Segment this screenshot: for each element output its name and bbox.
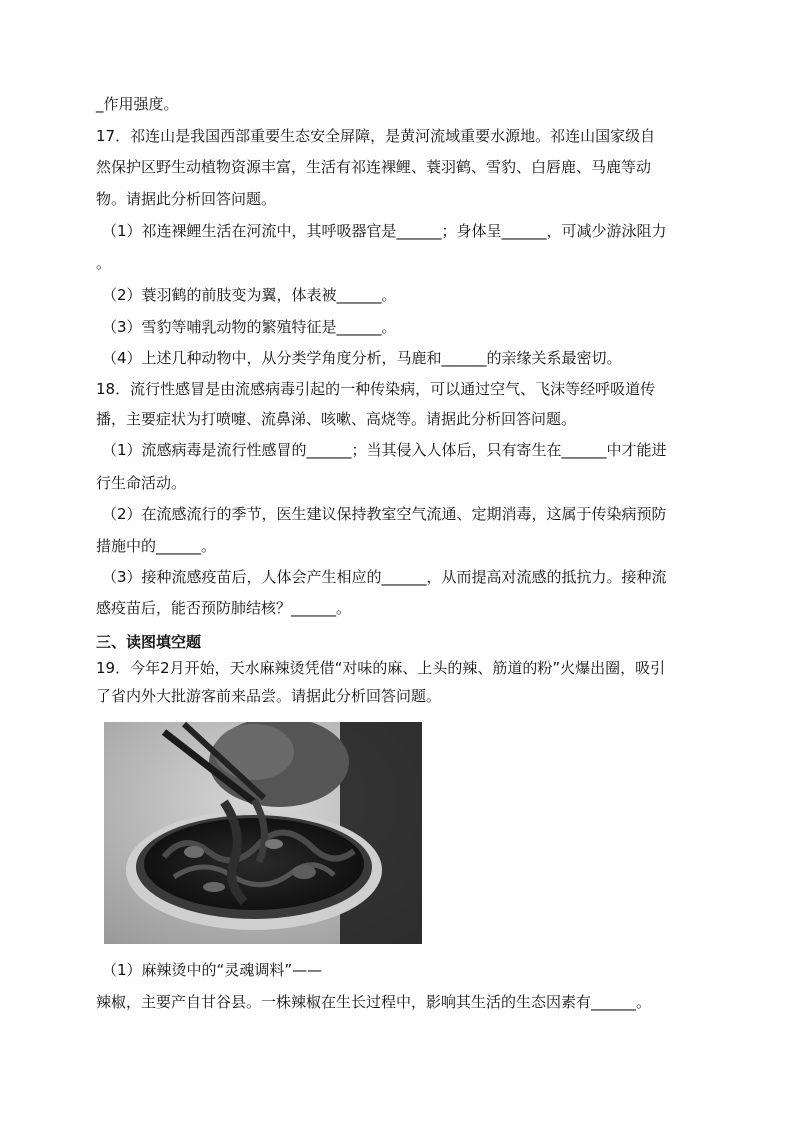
question-18-1: （1）流感病毒是流行性感冒的______；当其侵入人体后，只有寄生在______中才能进: [102, 441, 667, 459]
text-line: 了省内外大批游客前来品尝。请据此分析回答问题。: [96, 687, 442, 705]
question-18-line: 18．流行性感冒是由流感病毒引起的一种传染病，可以通过空气、飞沫等经呼吸道传: [96, 380, 656, 398]
question-17-4: （4）上述几种动物中，从分类学角度分析，马鹿和______的亲缘关系最密切。: [102, 349, 622, 367]
text-line: 物。请据此分析回答问题。: [96, 190, 277, 208]
question-17-2: （2）蓑羽鹤的前肢变为翼，体表被______。: [102, 286, 397, 304]
malatang-photo: [104, 722, 422, 944]
question-17-line: 17．祁连山是我国西部重要生态安全屏障，是黄河流域重要水源地。祁连山国家级自: [96, 127, 656, 145]
text-line: 辣椒，主要产自甘谷县。一株辣椒在生长过程中，影响其生活的生态因素有______。: [96, 993, 652, 1011]
text-line: 措施中的______。: [96, 537, 217, 555]
question-19-1: （1）麻辣烫中的“灵魂调料”——: [102, 961, 323, 979]
text-line: 播，主要症状为打喷嚏、流鼻涕、咳嗽、高烧等。请据此分析回答问题。: [96, 410, 577, 428]
text-line: 。: [96, 254, 112, 272]
text-line: _作用强度。: [96, 95, 179, 113]
question-17-1: （1）祁连裸鲤生活在河流中，其呼吸器官是______；身体呈______，可减少游泳阻力: [102, 222, 667, 240]
text-line: 感疫苗后，能否预防肺结核？______。: [96, 599, 352, 617]
question-18-2: （2）在流感流行的季节，医生建议保持教室空气流通、定期消毒，这属于传染病预防: [102, 505, 667, 523]
question-19-line: 19．今年2月开始，天水麻辣烫凭借“对味的麻、上头的辣、筋道的粉”火爆出圈，吸引: [96, 659, 666, 677]
section-heading: 三、读图填空题: [96, 633, 202, 651]
question-18-3: （3）接种流感疫苗后，人体会产生相应的______，从而提高对流感的抵抗力。接种流: [102, 568, 667, 586]
question-17-3: （3）雪豹等哺乳动物的繁殖特征是______。: [102, 318, 397, 336]
text-line: 行生命活动。: [96, 474, 187, 492]
text-line: 然保护区野生动植物资源丰富，生活有祁连裸鲤、蓑羽鹤、雪豹、白唇鹿、马鹿等动: [96, 158, 652, 176]
